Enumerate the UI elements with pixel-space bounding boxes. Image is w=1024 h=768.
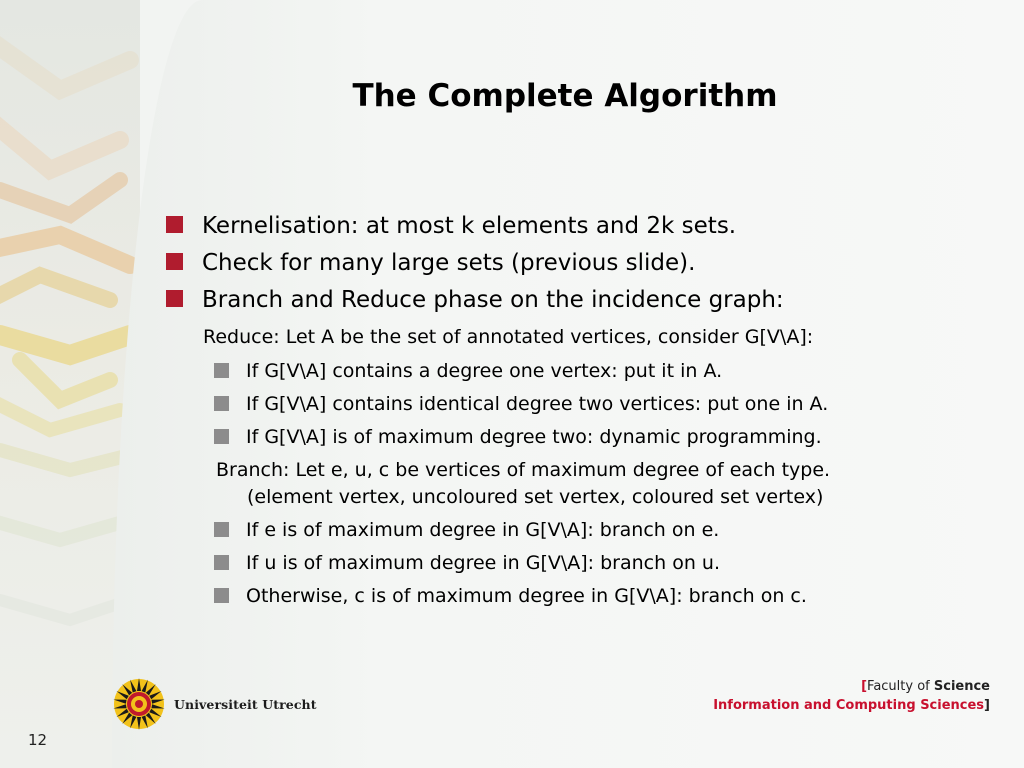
bullet-item [166,285,784,315]
reduce-heading: Reduce: Let A be the set of annotated vertices, consider G[V\A]: [203,326,814,348]
reduce-item [214,424,822,450]
bullet-text: Check for many large sets (previous slide). [202,250,696,276]
department-line [713,696,990,715]
bullet-item [166,211,736,241]
reduce-item-text: If G[V\A] contains a degree one vertex: put it in A. [246,360,723,382]
faculty-name: Science [933,679,990,694]
grey-square-bullet-icon [214,555,229,570]
bullet-text: Branch and Reduce phase on the incidence graph: [202,287,784,313]
branch-item-text: Otherwise, c is of maximum degree in G[V\A]: branch on c. [246,585,807,607]
grey-square-bullet-icon [214,396,229,411]
university-name: Universiteit Utrecht [174,696,317,712]
branch-item [214,583,807,609]
slide-title: The Complete Algorithm [352,78,778,114]
branch-item-text: If e is of maximum degree in G[V\A]: branch on e. [246,519,720,541]
branch-item-text: If u is of maximum degree in G[V\A]: branch on u. [246,552,720,574]
reduce-item [214,358,722,384]
grey-square-bullet-icon [214,588,229,603]
grey-square-bullet-icon [214,522,229,537]
department-name: Information and Computing Sciences [713,698,985,713]
grey-square-bullet-icon [214,429,229,444]
faculty-label [713,677,990,715]
content-panel [112,0,1024,768]
bullet-item [166,248,695,278]
branch-item [214,550,720,576]
page-number: 12 [28,731,48,749]
red-square-bullet-icon [166,216,183,233]
branch-heading: Branch: Let e, u, c be vertices of maximum degree of each type. [216,459,831,481]
bullet-text: Kernelisation: at most k elements and 2k sets. [202,213,737,239]
sun-seal-icon [112,677,166,731]
university-logo [112,676,317,732]
red-square-bullet-icon [166,290,183,307]
red-square-bullet-icon [166,253,183,270]
branch-heading-continued: (element vertex, uncoloured set vertex, coloured set vertex) [247,486,824,508]
faculty-prefix: Faculty of [867,679,930,694]
faculty-line [713,677,990,696]
grey-square-bullet-icon [214,363,229,378]
reduce-item [214,391,828,417]
reduce-item-text: If G[V\A] is of maximum degree two: dynamic programming. [246,426,822,448]
reduce-item-text: If G[V\A] contains identical degree two vertices: put one in A. [246,393,829,415]
branch-item [214,517,719,543]
bracket-close: ] [984,698,990,713]
bracket-open: [ [861,679,868,694]
